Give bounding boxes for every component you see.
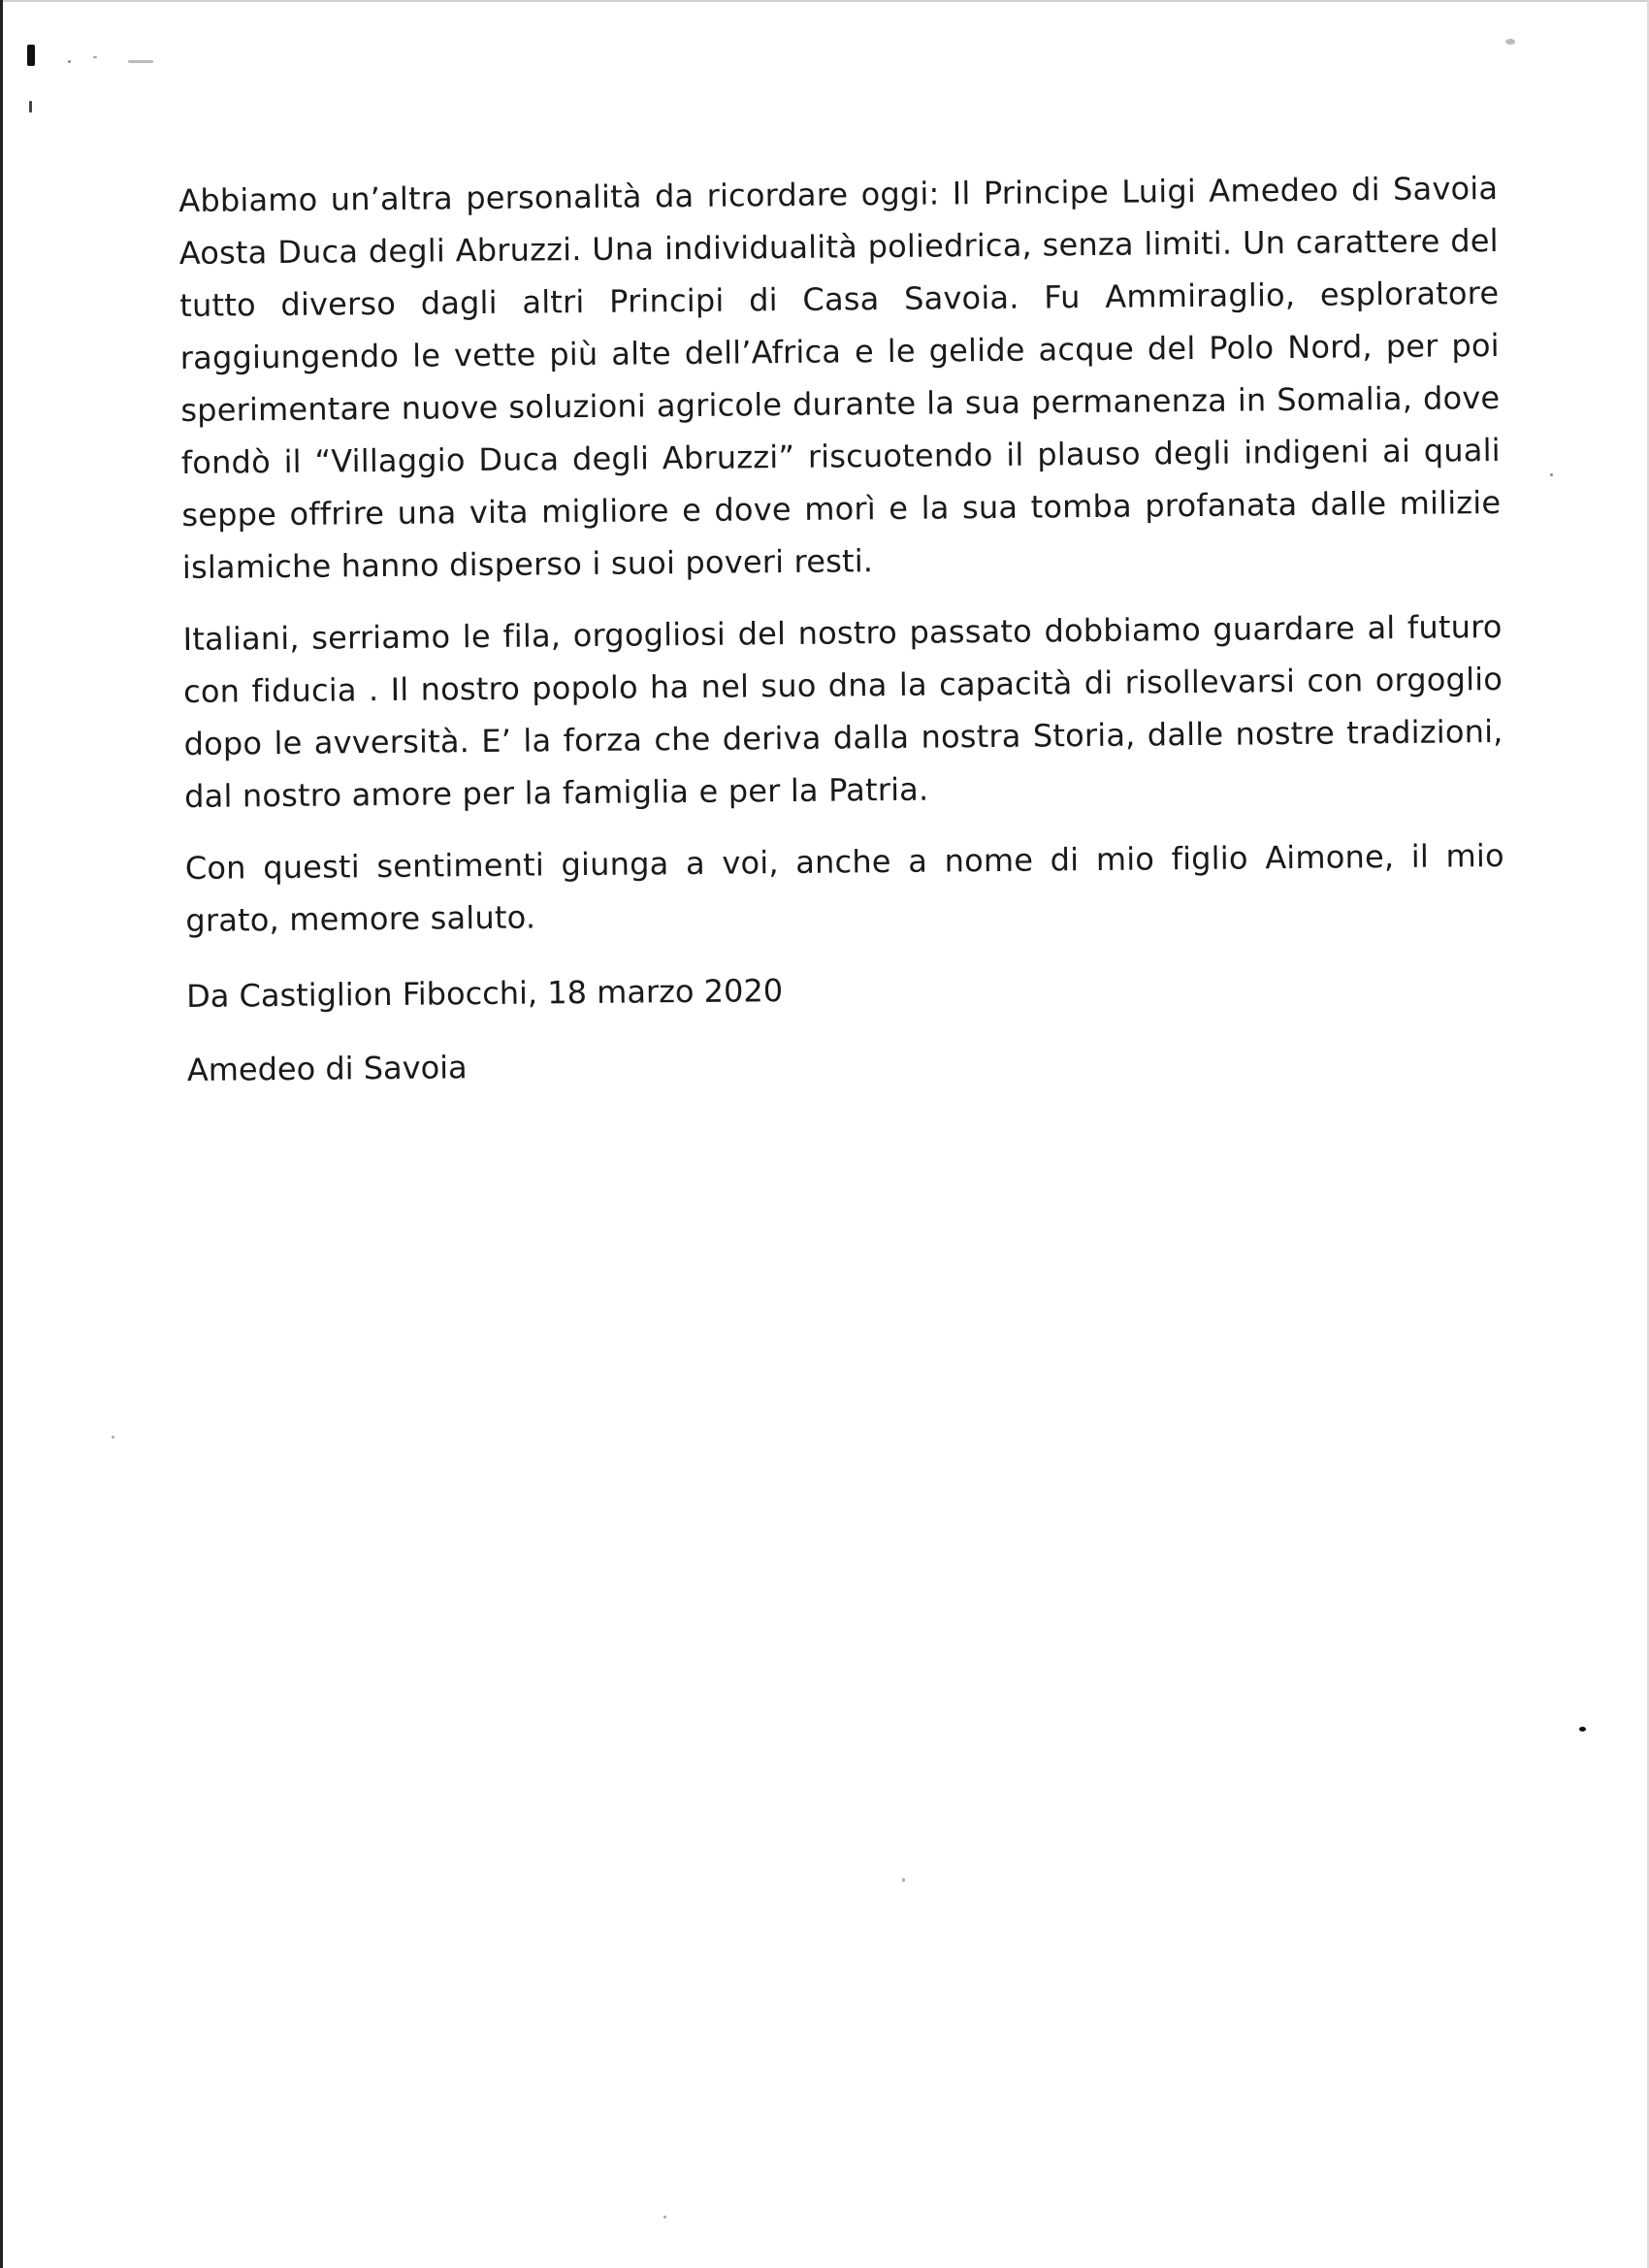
letter-paragraph-2: Italiani, serriamo le fila, orgogliosi del nostro passato dobbiamo guardare al futuro con fiducia . Il nostro popolo ha nel suo dna la capacità di risollevarsi con orgoglio dopo le avversità. E’ la forza che deriva dalla nostra Storia, dalle nostre tradizioni, dal nostro amore per la famiglia e per la Patria. <box>182 607 1504 815</box>
scan-edge-left <box>0 0 3 2268</box>
scan-speck <box>112 1436 114 1439</box>
scan-speck <box>68 60 71 63</box>
letter-body <box>178 162 1506 1096</box>
scan-speck <box>1505 39 1515 45</box>
scan-speck <box>663 2216 666 2219</box>
signature: Amedeo di Savoia <box>186 1049 468 1088</box>
letter-paragraph-3: Con questi sentimenti giunga a voi, anche a nome di mio figlio Aimone, il mio grato, memore saluto. <box>184 836 1504 939</box>
scan-speck <box>93 56 97 58</box>
scan-speck <box>1579 1727 1586 1732</box>
scan-speck <box>902 1878 905 1882</box>
scan-speck <box>128 60 153 63</box>
scan-edge-top <box>0 0 1649 2</box>
scan-speck <box>29 101 32 113</box>
scan-speck <box>27 45 35 66</box>
date-line: Da Castiglion Fibocchi, 18 marzo 2020 <box>185 972 784 1015</box>
letter-paragraph-1: Abbiamo un’altra personalità da ricordare oggi: Il Principe Luigi Amedeo di Savoia Aosta Duca degli Abruzzi. Una individualità poliedrica, senza limiti. Un carattere del tutto diverso dagli altri Principi di Casa Savoia. Fu Ammiraglio, esploratore raggiungendo le vette più alte dell’Africa e le gelide acque del Polo Nord, per poi sperimentare nuove soluzioni agricole durante la sua permanenza in Somalia, dove fondò il “Villaggio Duca degli Abruzzi” riscuotendo il plauso degli indigeni ai quali seppe offrire una vita migliore e dove morì e la sua tomba profanata dalle milizie islamiche hanno disperso i suoi poveri resti. <box>178 169 1502 586</box>
scan-speck <box>1550 473 1553 476</box>
